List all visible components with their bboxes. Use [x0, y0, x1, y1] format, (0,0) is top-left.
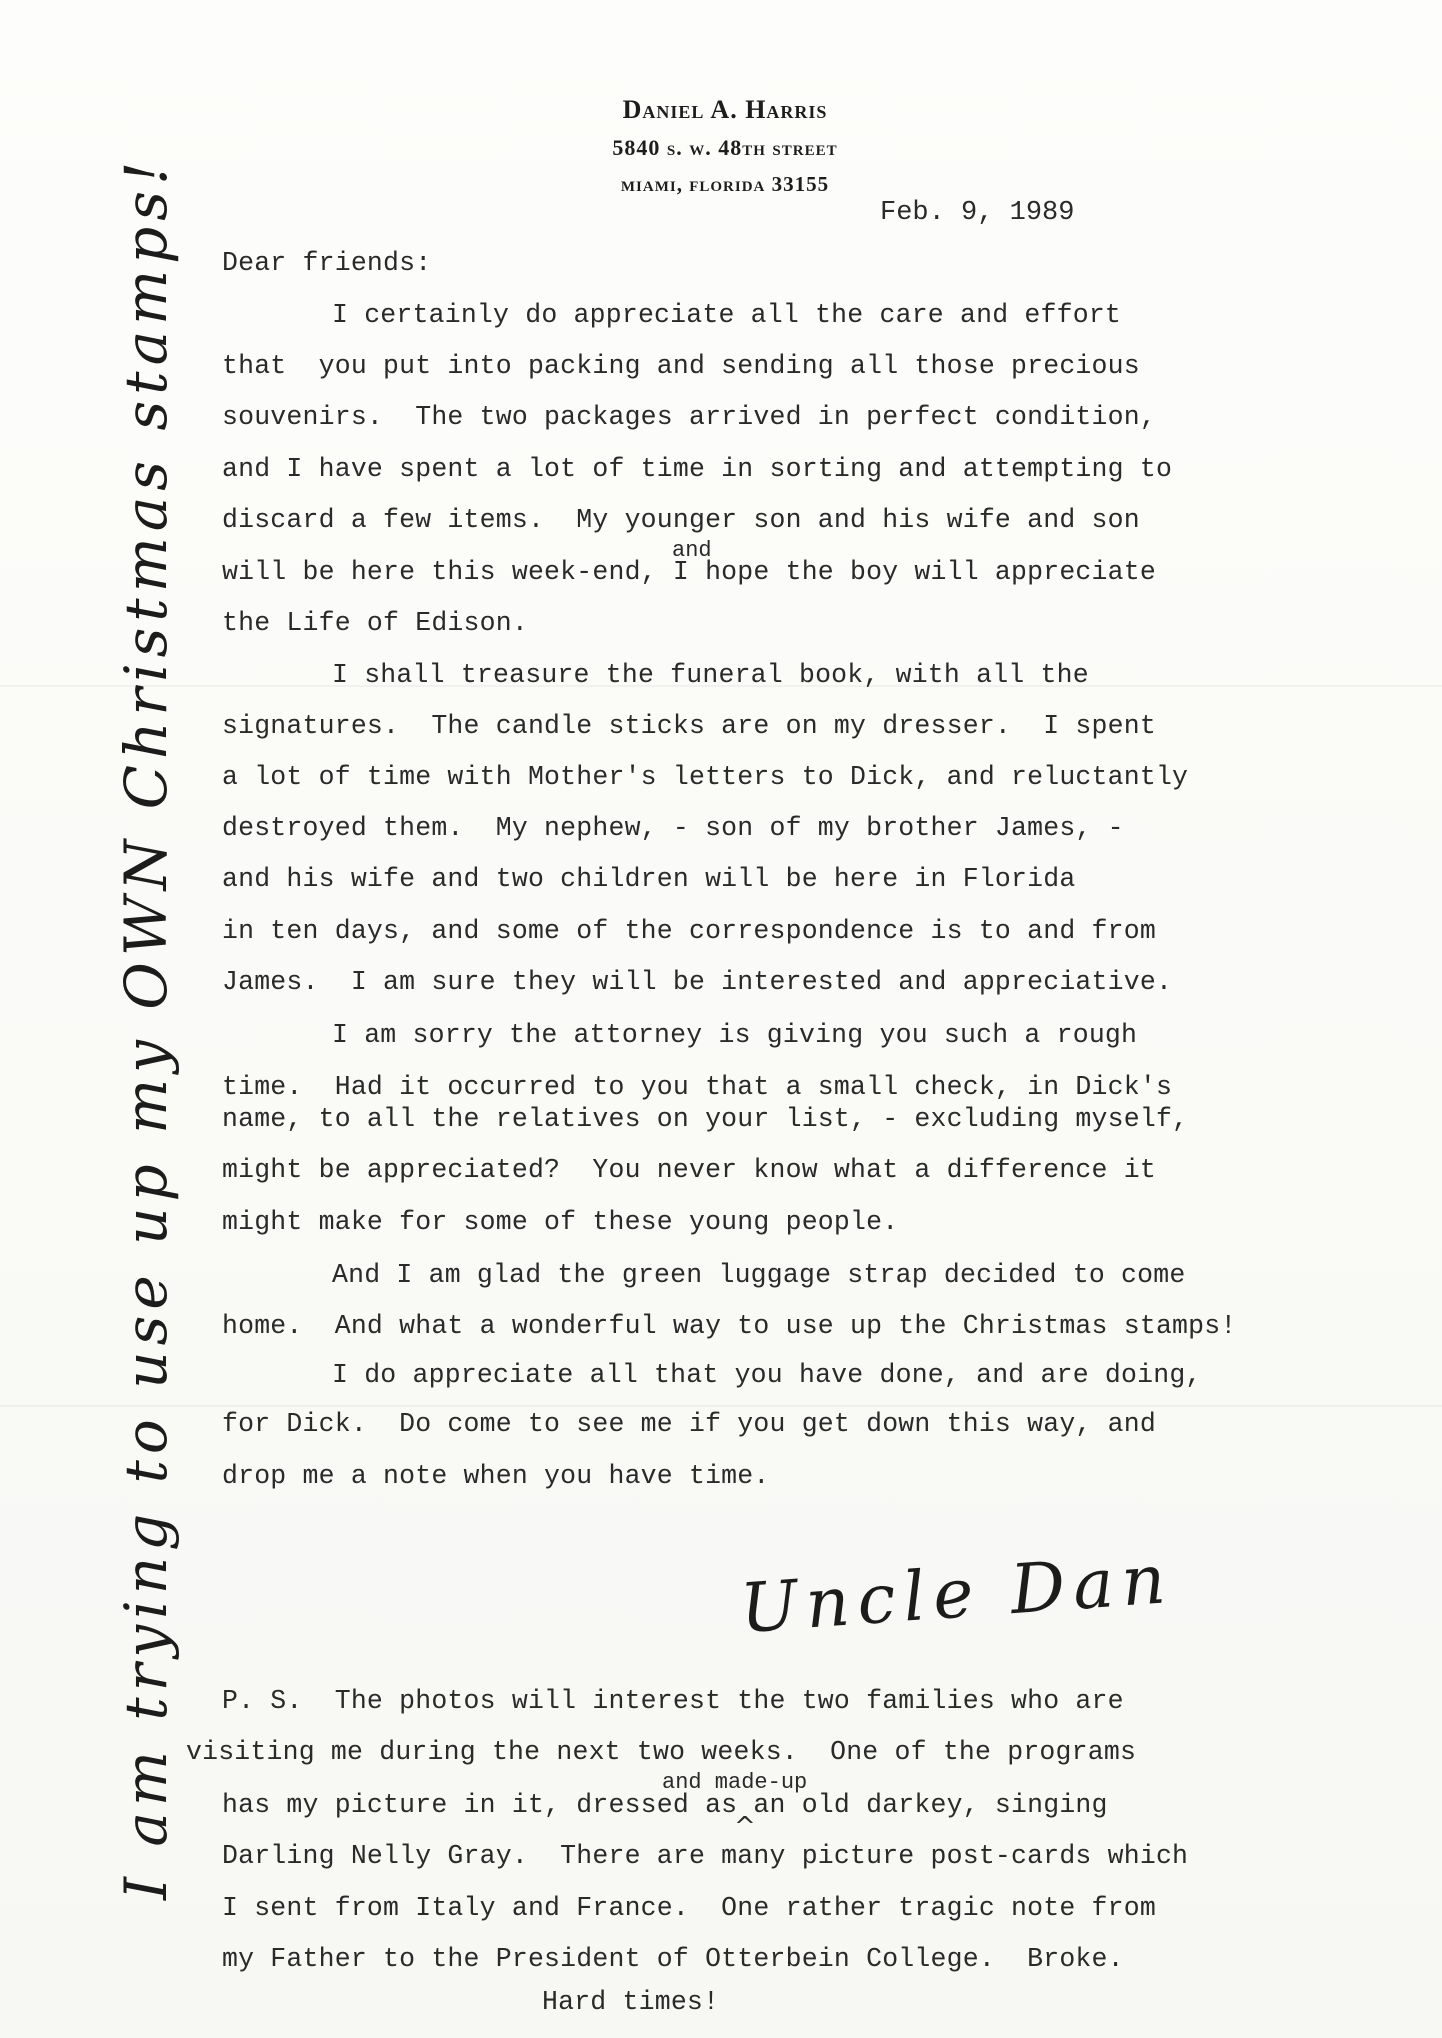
body-line: I do appreciate all that you have done, and are doing,	[332, 1360, 1202, 1390]
body-line: that you put into packing and sending all those precious	[222, 351, 1140, 381]
letter-date: Feb. 9, 1989	[880, 198, 1075, 228]
body-line: and his wife and two children will be here in Florida	[222, 864, 1076, 894]
ps-line: Darling Nelly Gray. There are many picture post-cards which	[222, 1841, 1189, 1871]
ps-line: visiting me during the next two weeks. One of the programs	[186, 1737, 1137, 1767]
letterhead-street: 5840 s. w. 48th street	[612, 135, 838, 160]
body-line: I shall treasure the funeral book, with all the	[332, 660, 1089, 690]
body-line: for Dick. Do come to see me if you get down this way, and	[222, 1409, 1156, 1439]
body-line: I certainly do appreciate all the care and effort	[332, 300, 1122, 330]
handwritten-signature: Uncle Dan	[737, 1539, 1176, 1650]
body-line: time. Had it occurred to you that a small check, in Dick's	[222, 1072, 1173, 1102]
body-line: the Life of Edison.	[222, 608, 528, 638]
typed-insertion: and	[672, 538, 712, 563]
body-line: destroyed them. My nephew, - son of my brother James, -	[222, 813, 1124, 843]
body-line: souvenirs. The two packages arrived in perfect condition,	[222, 402, 1156, 432]
body-line: in ten days, and some of the correspondence is to and from	[222, 916, 1156, 946]
letterhead-name: Daniel A. Harris	[622, 95, 828, 124]
body-line: might make for some of these young people.	[222, 1207, 899, 1237]
handwritten-margin-note: I am trying to use up my OWN Christmas stamps!	[112, 155, 180, 1900]
body-line: drop me a note when you have time.	[222, 1461, 770, 1491]
caret-mark: ^	[734, 1812, 756, 1842]
body-line: name, to all the relatives on your list, - excluding myself,	[222, 1104, 1189, 1134]
body-line: might be appreciated? You never know what a difference it	[222, 1155, 1156, 1185]
body-line: home. And what a wonderful way to use up the Christmas stamps!	[222, 1311, 1237, 1341]
body-line: discard a few items. My younger son and his wife and son	[222, 505, 1140, 535]
body-line: James. I am sure they will be interested and appreciative.	[222, 967, 1173, 997]
ps-line: P. S. The photos will interest the two families who are	[222, 1686, 1124, 1716]
salutation: Dear friends:	[222, 248, 432, 278]
body-line: and I have spent a lot of time in sorting and attempting to	[222, 454, 1173, 484]
ps-line: Hard times!	[542, 1987, 720, 2017]
paper-fold-line	[0, 1405, 1442, 1407]
letterhead-city: miami, florida 33155	[620, 172, 830, 196]
typed-insertion: and made-up	[662, 1770, 808, 1795]
ps-line: I sent from Italy and France. One rather tragic note from	[222, 1893, 1156, 1923]
body-line: will be here this week-end, I hope the boy will appreciate	[222, 557, 1156, 587]
body-line: And I am glad the green luggage strap decided to come	[332, 1260, 1186, 1290]
body-line: I am sorry the attorney is giving you such a rough	[332, 1020, 1138, 1050]
body-line: signatures. The candle sticks are on my dresser. I spent	[222, 711, 1156, 741]
ps-line: my Father to the President of Otterbein College. Broke.	[222, 1944, 1124, 1974]
ps-line: has my picture in it, dressed as an old darkey, singing	[222, 1790, 1108, 1820]
body-line: a lot of time with Mother's letters to Dick, and reluctantly	[222, 762, 1189, 792]
